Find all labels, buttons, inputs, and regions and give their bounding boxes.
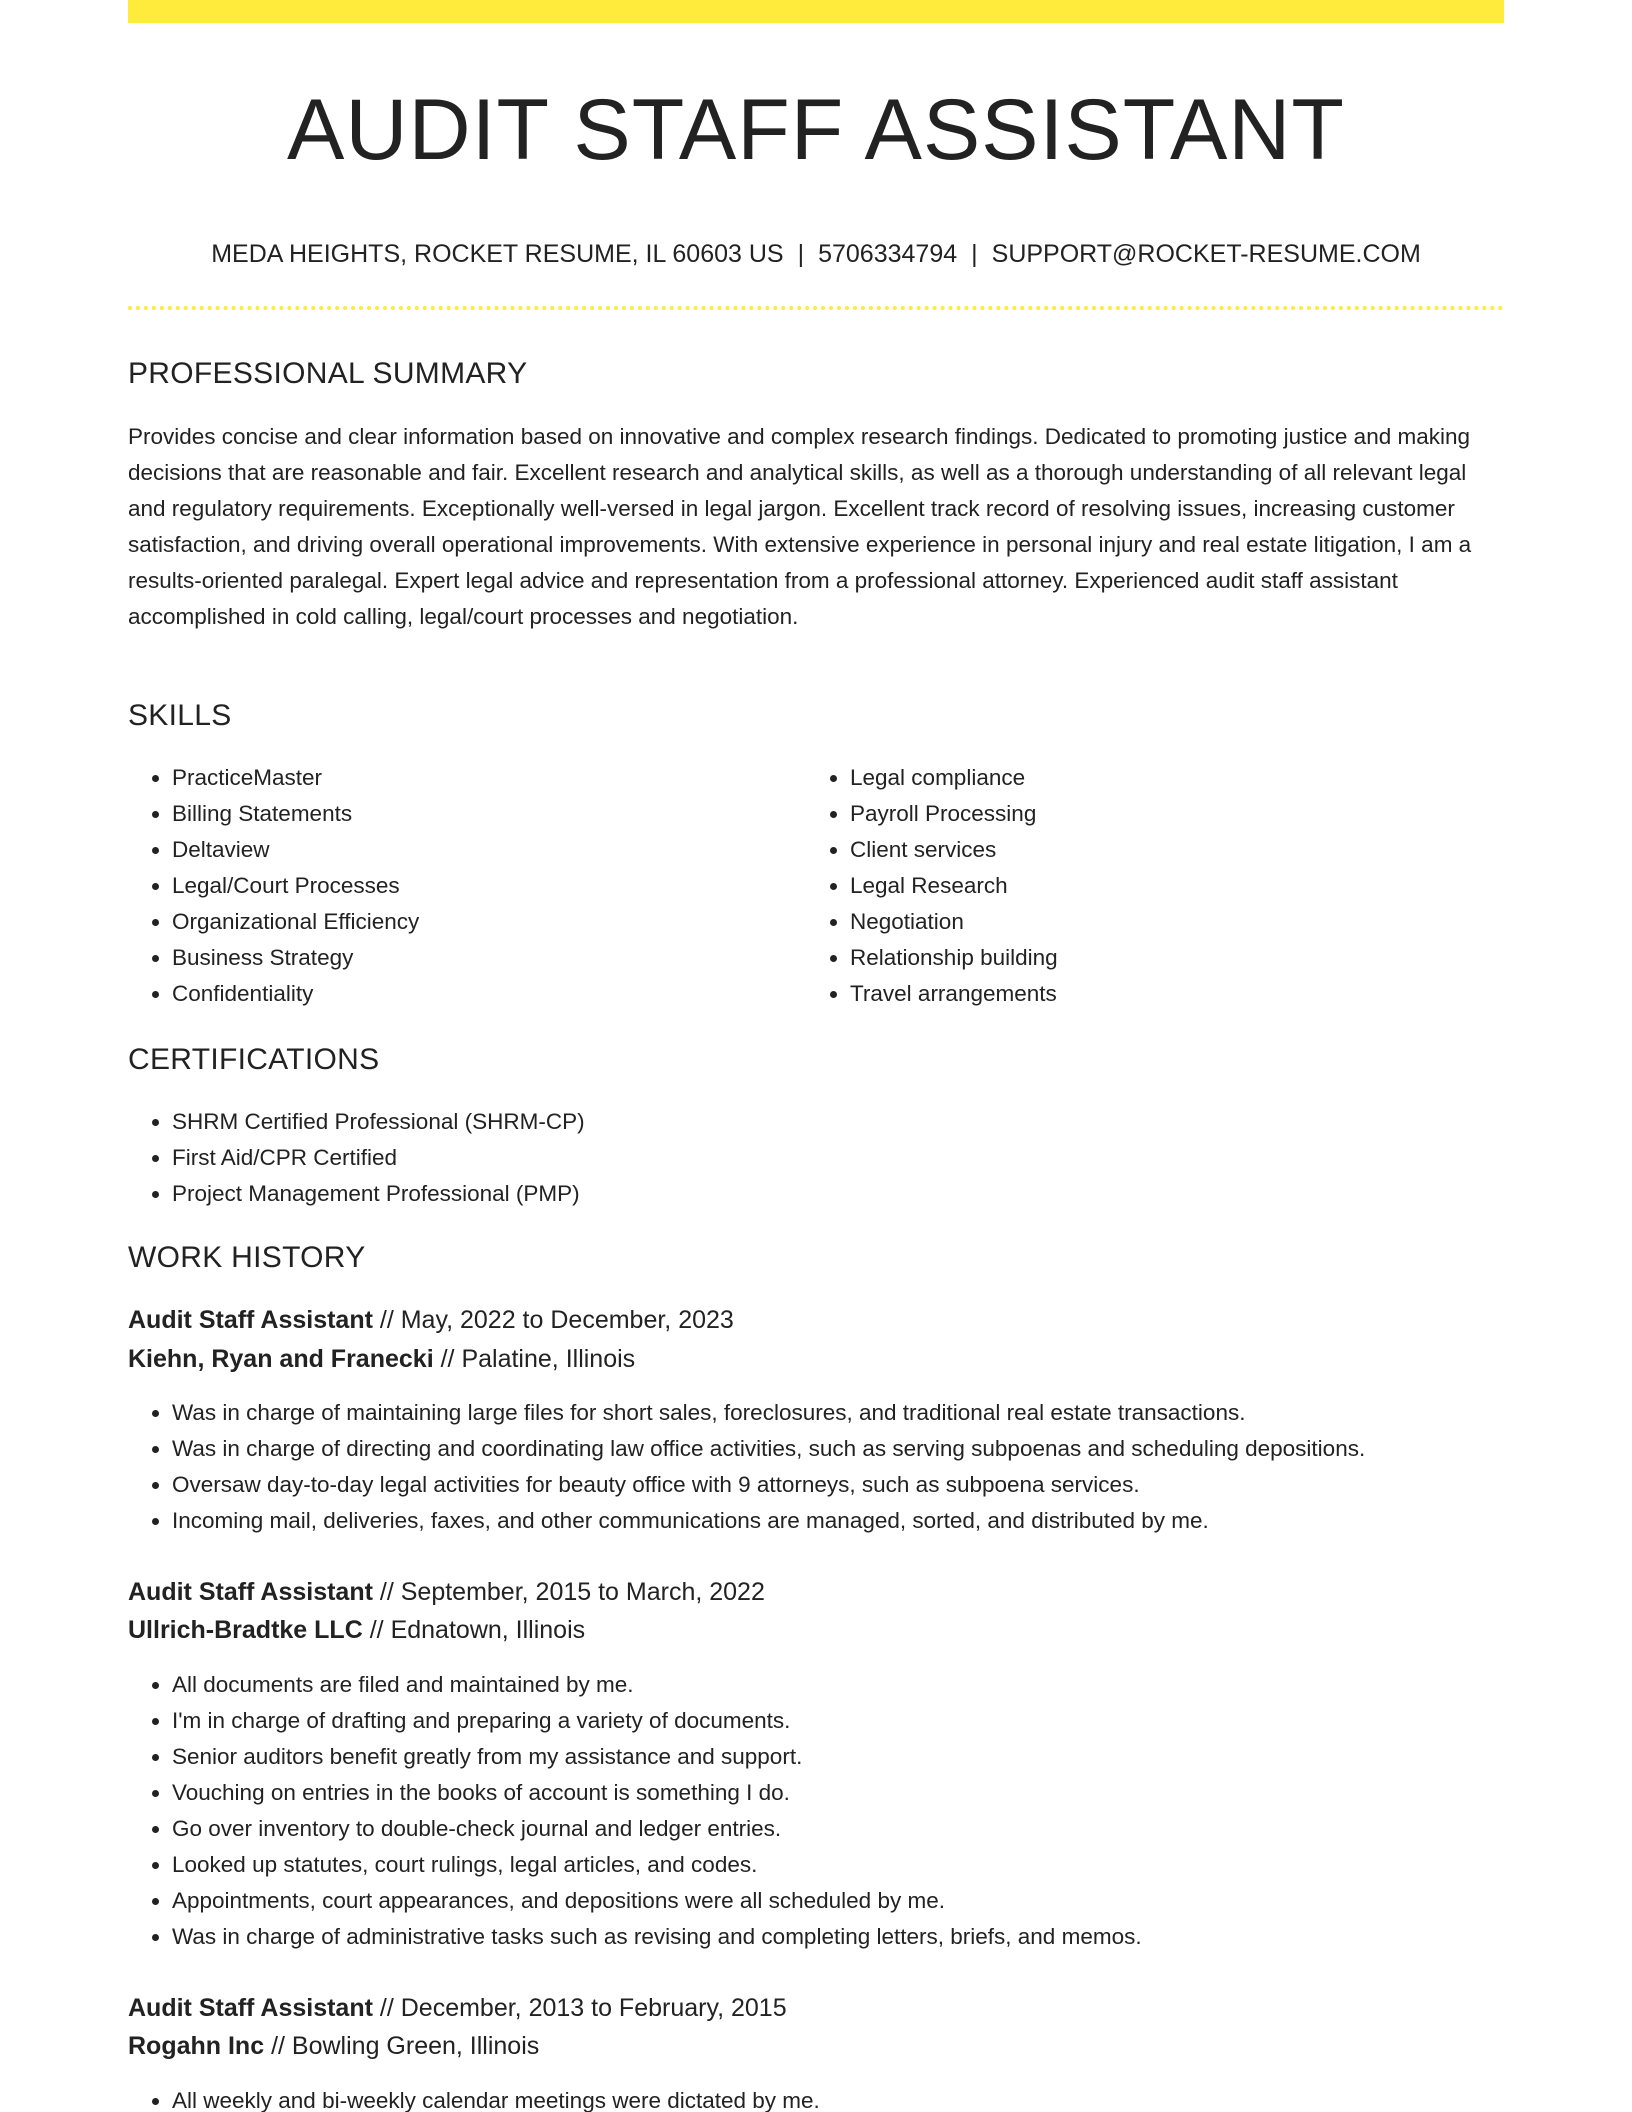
certifications-list [128, 1104, 1548, 1212]
header-divider [128, 306, 1504, 310]
contact-email: SUPPORT@ROCKET-RESUME.COM [991, 240, 1421, 268]
job-dates: December, 2013 to February, 2015 [400, 1994, 787, 2022]
job-bullet: • Vouching on entries in the books of account is something I do. [172, 1775, 1548, 1811]
job-divider: // [379, 1994, 394, 2022]
work-history-heading: WORK HISTORY [128, 1241, 366, 1274]
skill-item: • Travel arrangements [850, 976, 1450, 1012]
skill-item: • Payroll Processing [850, 796, 1450, 832]
job-bullet: • Appointments, court appearances, and depositions were all scheduled by me. [172, 1883, 1548, 1919]
job-company-line [128, 1341, 635, 1377]
accent-top-bar [128, 0, 1504, 23]
job-role-line [128, 1990, 787, 2026]
job-company: Ullrich-Bradtke LLC [128, 1616, 363, 1644]
skill-item: • Client services [850, 832, 1450, 868]
job-divider: // [271, 2032, 285, 2060]
skill-item: • Legal/Court Processes [172, 868, 772, 904]
job-bullet: • I'm in charge of drafting and preparing a variety of documents. [172, 1703, 1548, 1739]
job-divider: // [369, 1616, 384, 1644]
job-bullet: • Go over inventory to double-check journal and ledger entries. [172, 1811, 1548, 1847]
job-dates: September, 2015 to March, 2022 [400, 1578, 765, 1606]
job-location: Ednatown, Illinois [390, 1616, 586, 1644]
job-role: Audit Staff Assistant [128, 1994, 373, 2022]
job-bullet: • All weekly and bi-weekly calendar meetings were dictated by me. [172, 2083, 1548, 2112]
job-location: Bowling Green, Illinois [291, 2032, 540, 2060]
job-bullet: • Incoming mail, deliveries, faxes, and other communications are managed, sorted, and distributed by me. [172, 1503, 1548, 1539]
contact-phone: 5706334794 [818, 240, 958, 268]
contact-separator: | [797, 240, 805, 268]
skill-item: • Legal Research [850, 868, 1450, 904]
job-divider: // [379, 1306, 394, 1334]
job-bullet: • Senior auditors benefit greatly from my assistance and support. [172, 1739, 1548, 1775]
job-company-line [128, 1612, 585, 1648]
contact-line [128, 237, 1504, 271]
job-dates: May, 2022 to December, 2023 [400, 1306, 734, 1334]
skill-item: • Relationship building [850, 940, 1450, 976]
job-bullet: • Was in charge of administrative tasks such as revising and completing letters, briefs, and memos. [172, 1919, 1548, 1955]
certification-item: • Project Management Professional (PMP) [172, 1176, 1548, 1212]
skills-heading: SKILLS [128, 699, 232, 732]
job-bullets [128, 2083, 1548, 2112]
job-role: Audit Staff Assistant [128, 1306, 373, 1334]
certification-item: • First Aid/CPR Certified [172, 1140, 1548, 1176]
job-bullet: • All documents are filed and maintained by me. [172, 1667, 1548, 1703]
skill-item: • PracticeMaster [172, 760, 772, 796]
job-bullet: • Was in charge of maintaining large files for short sales, foreclosures, and traditional real estate transactions. [172, 1395, 1548, 1431]
certification-item: • SHRM Certified Professional (SHRM-CP) [172, 1104, 1548, 1140]
job-company: Kiehn, Ryan and Franecki [128, 1345, 434, 1373]
job-bullet: • Looked up statutes, court rulings, legal articles, and codes. [172, 1847, 1548, 1883]
skill-item: • Billing Statements [172, 796, 772, 832]
contact-address: MEDA HEIGHTS, ROCKET RESUME, IL 60603 US [211, 240, 784, 268]
job-bullets [128, 1667, 1548, 1955]
summary-heading: PROFESSIONAL SUMMARY [128, 357, 528, 390]
job-company-line [128, 2028, 539, 2064]
skills-list-left [128, 760, 772, 1012]
skill-item: • Confidentiality [172, 976, 772, 1012]
summary-text: Provides concise and clear information based on innovative and complex research findings. Dedicated to promoting justice and making decisions that are reasonable and fair. Excellent research and analytical skills, as well as a thorough understanding of all relevant legal and regulatory requirements. Exceptionally well-versed in legal jargon. Excellent track record of resolving issues, increasing customer satisfaction, and driving overall operational improvements. With extensive experience in personal injury and real estate litigation, I am a results-oriented paralegal. Expert legal advice and representation from a professional attorney. Experienced audit staff assistant accomplished in cold calling, legal/court processes and negotiation. [128, 424, 1472, 629]
skill-item: • Deltaview [172, 832, 772, 868]
job-role-line [128, 1574, 765, 1610]
contact-separator: | [971, 240, 978, 268]
job-bullets [128, 1395, 1548, 1539]
skill-item: • Business Strategy [172, 940, 772, 976]
job-role-line [128, 1302, 734, 1338]
job-bullet: • Oversaw day-to-day legal activities for beauty office with 9 attorneys, such as subpoena services. [172, 1467, 1548, 1503]
job-company: Rogahn Inc [128, 2032, 265, 2060]
job-divider: // [379, 1578, 394, 1606]
job-location: Palatine, Illinois [461, 1345, 636, 1373]
skill-item: • Organizational Efficiency [172, 904, 772, 940]
job-divider: // [440, 1345, 455, 1373]
job-role: Audit Staff Assistant [128, 1578, 373, 1606]
job-bullet: • Was in charge of directing and coordinating law office activities, such as serving subpoenas and scheduling depositions. [172, 1431, 1548, 1467]
skills-list-right [806, 760, 1450, 1012]
skill-item: • Legal compliance [850, 760, 1450, 796]
certifications-heading: CERTIFICATIONS [128, 1043, 380, 1076]
skill-item: • Negotiation [850, 904, 1450, 940]
resume-name: AUDIT STAFF ASSISTANT [287, 82, 1345, 178]
